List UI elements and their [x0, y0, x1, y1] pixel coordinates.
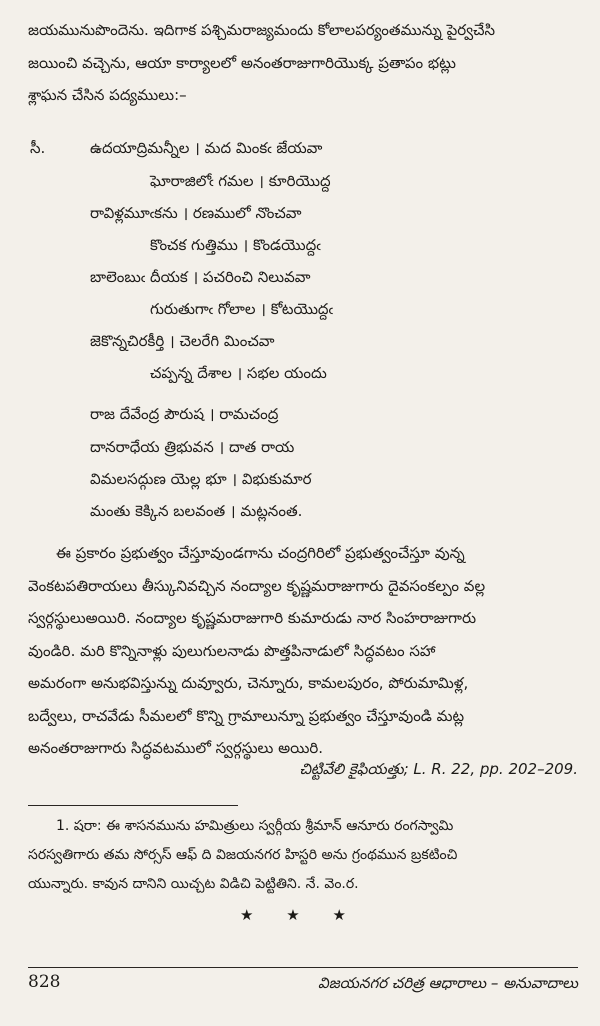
section-ornament: ★ ★ ★ — [240, 906, 360, 924]
verse-line: చప్పన్న దేశాల । సభల యందు — [150, 364, 327, 382]
text-line: ఈ ప్రకారం ప్రభుత్వం చేస్తూవుండగాను చంద్రగిరిలో ప్రభుత్వంచేస్తూ వున్న — [56, 544, 465, 562]
page-number: 828 — [28, 972, 61, 992]
text-line: వెంకటపతిరాయలు తీస్కునివచ్చిన నంద్యాల కృష్ణమరాజుగారు దైవసంకల్పం వల్ల — [28, 576, 486, 595]
verse-line: రాజ దేవేంద్ర పౌరుష । రామచంద్ర — [90, 405, 279, 423]
source-citation: చిట్టివేలి కైఫియత్తు; L. R. 22, pp. 202–209. — [299, 760, 578, 778]
verse-line: జెకొన్నచిరకీర్తి । చెలరేగి మించవా — [90, 332, 275, 350]
footnote-line: 1. షరా: ఈ శాసనమును హమిత్రులు స్వర్గీయ శ్రీమాన్ ఆనూరు రంగస్వామి — [56, 818, 454, 834]
verse-line: విమలసద్గుణ యెల్ల భూ । విభుకుమార — [90, 470, 312, 488]
footnote-line: సరస్వతిగారు తమ సోర్సస్ ఆఫ్ ది విజయనగర హిస్టరి అను గ్రంథమున బ్రకటించి — [28, 847, 458, 863]
verse-line: ఘోరాజిలోఁ గమల । కూరియొద్ద — [150, 172, 331, 190]
footer-divider — [28, 967, 578, 968]
text-line: బద్వేలు, రాచవేడు సీమలలో కొన్ని గ్రామాలున్నూ ప్రభుత్వం చేస్తూవుండి మట్ల — [28, 706, 465, 725]
footnote-line: యున్నారు. కావున దానిని యిచ్చట విడిచి పెట్టితిని. నే. వెం.ర. — [28, 876, 359, 892]
text-line: అమరంగా అనుభవిస్తున్ను దువ్వూరు, చెన్నూరు, కామలపురం, పోరుమామిళ్ల, — [28, 674, 469, 692]
text-line: జయించి వచ్చెను, ఆయా కార్యాలలో అనంతరాజుగారియొక్క ప్రతాపం భట్లు — [28, 53, 456, 72]
text-line: జయమునుపొందెను. ఇదిగాక పశ్చిమరాజ్యమందు కోలాలపర్యంతమున్ను పైర్వచేసి — [28, 21, 496, 39]
text-line: అనంతరాజుగారు సిద్ధవటములో స్వర్గస్థులు అయిరి. — [28, 739, 324, 757]
body-paragraph — [28, 537, 583, 765]
verse-line: రావిళ్లమూఁకను । రణములో నొంచవా — [90, 204, 302, 222]
text-line: స్వర్గస్థులుఅయిరి. నంద్యాల కృష్ణమరాజుగారి కుమారుడు నార సింహరాజుగారు — [28, 609, 477, 627]
text-line: వుండిరి. మరి కొన్నినాళ్లు పులుగులనాడు పొత్తపినాడులో సిద్ధవటం సహా — [28, 641, 436, 660]
verse-line: ఉదయాద్రిమన్నీల । మద మింకఁ జేయవా — [90, 139, 323, 157]
verse-line: కొంచక గుత్తిము । కొండయొద్దఁ — [150, 236, 321, 254]
verse-line: బాలెంబుఁ దీయక । పచరించి నిలువవా — [90, 268, 311, 286]
running-title: విజయనగర చరిత్ర ఆధారాలు – అనువాదాలు — [318, 974, 578, 992]
footnote — [28, 812, 576, 899]
footnote-divider — [28, 805, 238, 806]
text-line: శ్లాఘన చేసిన పద్యములు:– — [28, 86, 187, 104]
verse-label: సీ. — [30, 139, 46, 157]
verse-line: గురుతుగాఁ గోలాల । కోటయొద్దఁ — [150, 300, 333, 318]
intro-paragraph — [28, 14, 583, 112]
verse-line: దానరాధేయ త్రిభువన । దాత రాయ — [90, 438, 295, 456]
verse-line: మంతు కెక్కిన బలవంత । మట్లనంత. — [90, 502, 303, 520]
